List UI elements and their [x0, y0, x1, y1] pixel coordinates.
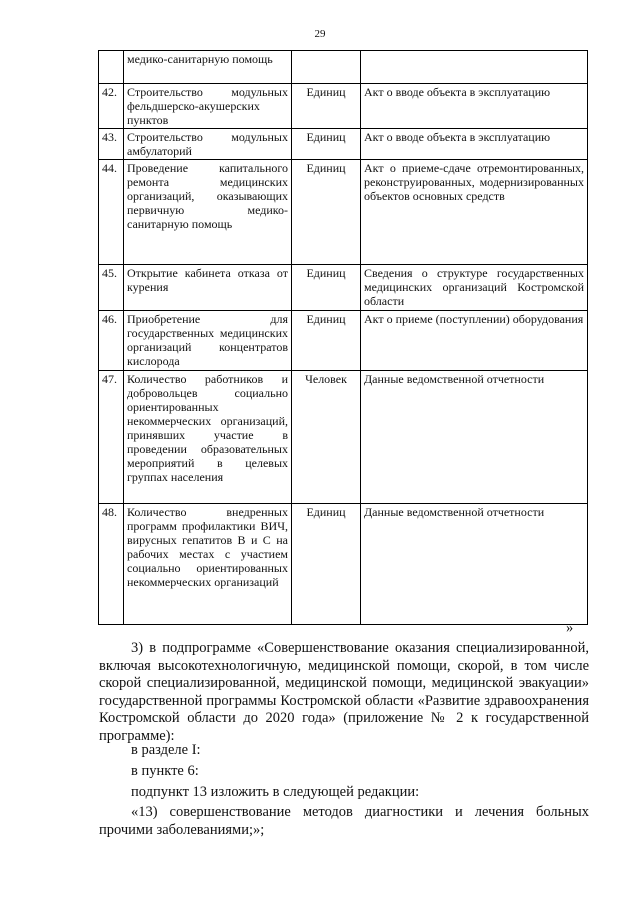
source-document [361, 51, 588, 84]
indicator-name: Приобретение для государственных медицинских организаций концентратов кислорода [124, 311, 292, 371]
table-row [99, 371, 588, 504]
indicator-name: Количество внедренных программ профилактики ВИЧ, вирусных гепатитов В и С на рабочих местах с участием социально ориентированных некоммерческих организаций [124, 504, 292, 625]
unit-cell: Единиц [292, 160, 361, 265]
indicator-name: Строительство модульных фельдшерско-акушерских пунктов [124, 84, 292, 129]
unit-cell: Единиц [292, 84, 361, 129]
row-number: 44. [99, 160, 124, 265]
row-number: 43. [99, 129, 124, 160]
amendment-paragraph: 3) в подпрограмме «Совершенствование оказания специализированной, включая высокотехнологичную, медицинской помощи, скорой, в том числе скорой специализированной, медицинской помощи, медицинской эвакуации» государственной программы Костромской области «Развитие здравоохранения Костромской области до 2020 года» (приложение № 2 к государственной программе): [99, 640, 589, 744]
source-document: Акт о приеме-сдаче отремонтированных, реконструированных, модернизированных объектов основных средств [361, 160, 588, 265]
row-number: 45. [99, 265, 124, 311]
row-number: 42. [99, 84, 124, 129]
source-document: Данные ведомственной отчетности [361, 371, 588, 504]
unit-cell: Человек [292, 371, 361, 504]
page-number: 29 [314, 28, 326, 40]
section-line: в разделе I: [131, 742, 201, 758]
unit-cell: Единиц [292, 504, 361, 625]
closing-quote: » [566, 620, 574, 636]
unit-cell: Единиц [292, 129, 361, 160]
table-row [99, 129, 588, 160]
row-number [99, 51, 124, 84]
indicators-table [98, 50, 588, 625]
source-document: Данные ведомственной отчетности [361, 504, 588, 625]
table-row [99, 504, 588, 625]
row-number: 48. [99, 504, 124, 625]
source-document: Акт о приеме (поступлении) оборудования [361, 311, 588, 371]
indicator-name: Открытие кабинета отказа от курения [124, 265, 292, 311]
unit-cell: Единиц [292, 311, 361, 371]
new-wording-paragraph: «13) совершенствование методов диагностики и лечения больных прочими заболеваниями;»; [99, 804, 589, 838]
source-document: Акт о вводе объекта в эксплуатацию [361, 129, 588, 160]
row-number: 46. [99, 311, 124, 371]
table-row [99, 51, 588, 84]
indicator-name: Строительство модульных амбулаторий [124, 129, 292, 160]
source-document: Сведения о структуре государственных медицинских организаций Костромской области [361, 265, 588, 311]
table-row [99, 265, 588, 311]
table-row [99, 84, 588, 129]
point-line: в пункте 6: [131, 763, 199, 779]
indicator-name: Количество работников и добровольцев социально ориентированных некоммерческих организаций, принявших участие в проведении образовательных мероприятий в целевых группах населения [124, 371, 292, 504]
source-document: Акт о вводе объекта в эксплуатацию [361, 84, 588, 129]
indicator-name: медико-санитарную помощь [124, 51, 292, 84]
unit-cell [292, 51, 361, 84]
table-row [99, 160, 588, 265]
table-row [99, 311, 588, 371]
indicator-name: Проведение капитального ремонта медицинских организаций, оказывающих первичную медико-санитарную помощь [124, 160, 292, 265]
subpoint-line: подпункт 13 изложить в следующей редакции: [131, 784, 420, 800]
row-number: 47. [99, 371, 124, 504]
unit-cell: Единиц [292, 265, 361, 311]
